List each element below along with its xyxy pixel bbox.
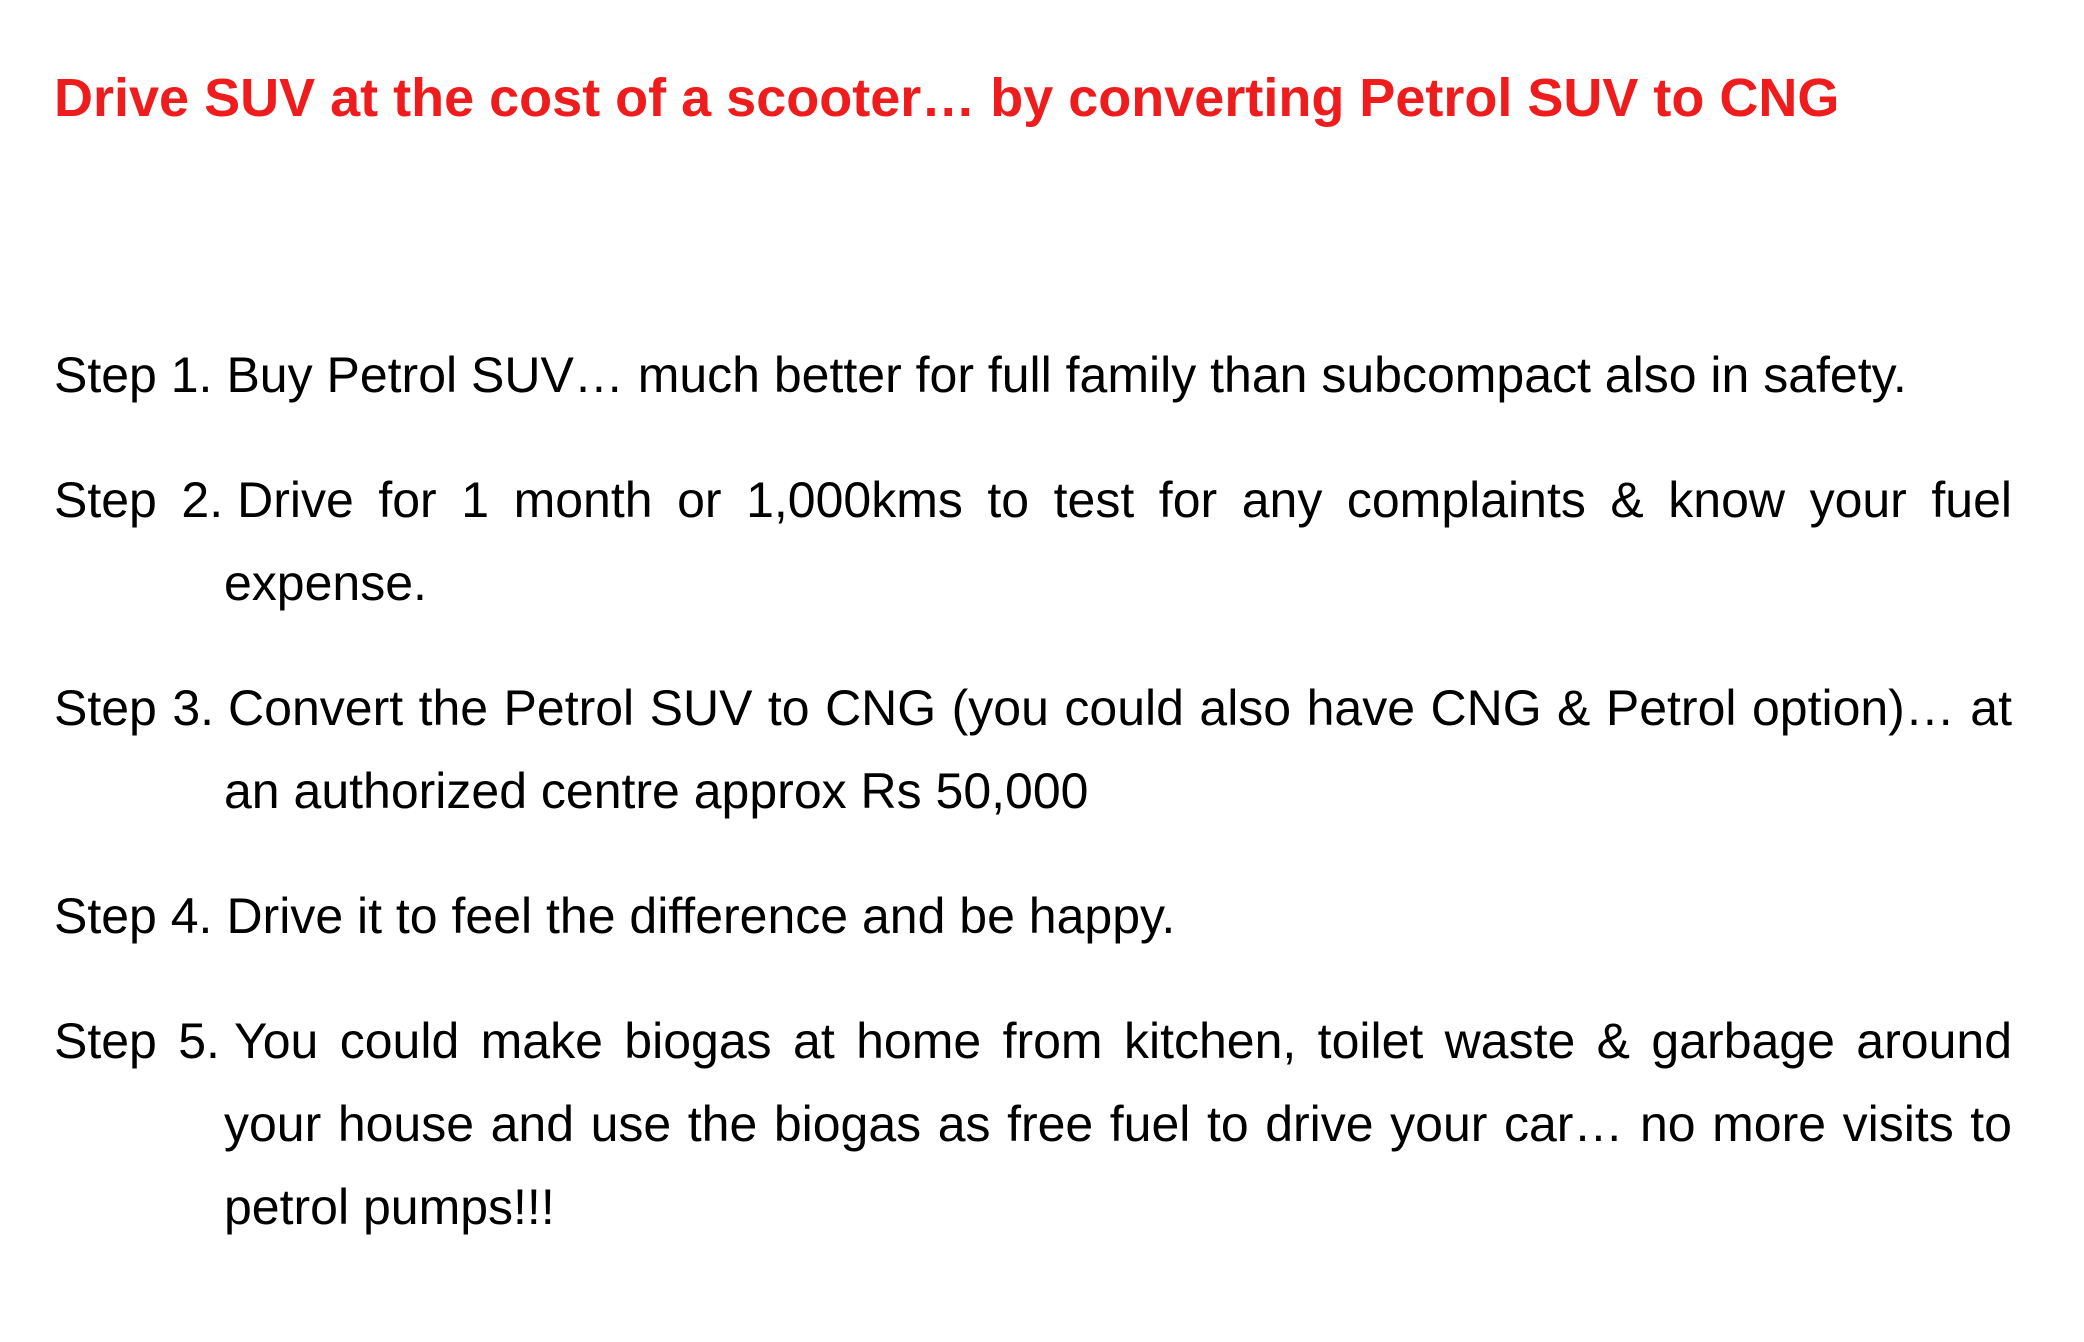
step-3-label: Step 3. xyxy=(54,680,215,736)
step-4-text: Drive it to feel the difference and be happy. xyxy=(226,888,1176,944)
step-3 xyxy=(54,667,2012,833)
step-3-text: Convert the Petrol SUV to CNG (you could also have CNG & Petrol option)… at an authorized centre approx Rs 50,000 xyxy=(224,680,2013,819)
step-2 xyxy=(54,459,2012,625)
step-5-text: You could make biogas at home from kitchen, toilet waste & garbage around your house and use the biogas as free fuel to drive your car… no more visits to petrol pumps!!! xyxy=(224,1013,2013,1235)
step-4-label: Step 4. xyxy=(54,888,213,944)
document-title: Drive SUV at the cost of a scooter… by converting Petrol SUV to CNG xyxy=(54,68,1840,128)
steps-list xyxy=(54,334,2012,1249)
step-1 xyxy=(54,334,2012,417)
step-1-text: Buy Petrol SUV… much better for full family than subcompact also in safety. xyxy=(226,347,1907,403)
step-2-text: Drive for 1 month or 1,000kms to test for any complaints & know your fuel expense. xyxy=(224,472,2012,611)
step-4 xyxy=(54,875,2012,958)
step-5 xyxy=(54,1000,2012,1249)
step-1-label: Step 1. xyxy=(54,347,213,403)
step-2-label: Step 2. xyxy=(54,472,224,528)
step-5-label: Step 5. xyxy=(54,1013,220,1069)
